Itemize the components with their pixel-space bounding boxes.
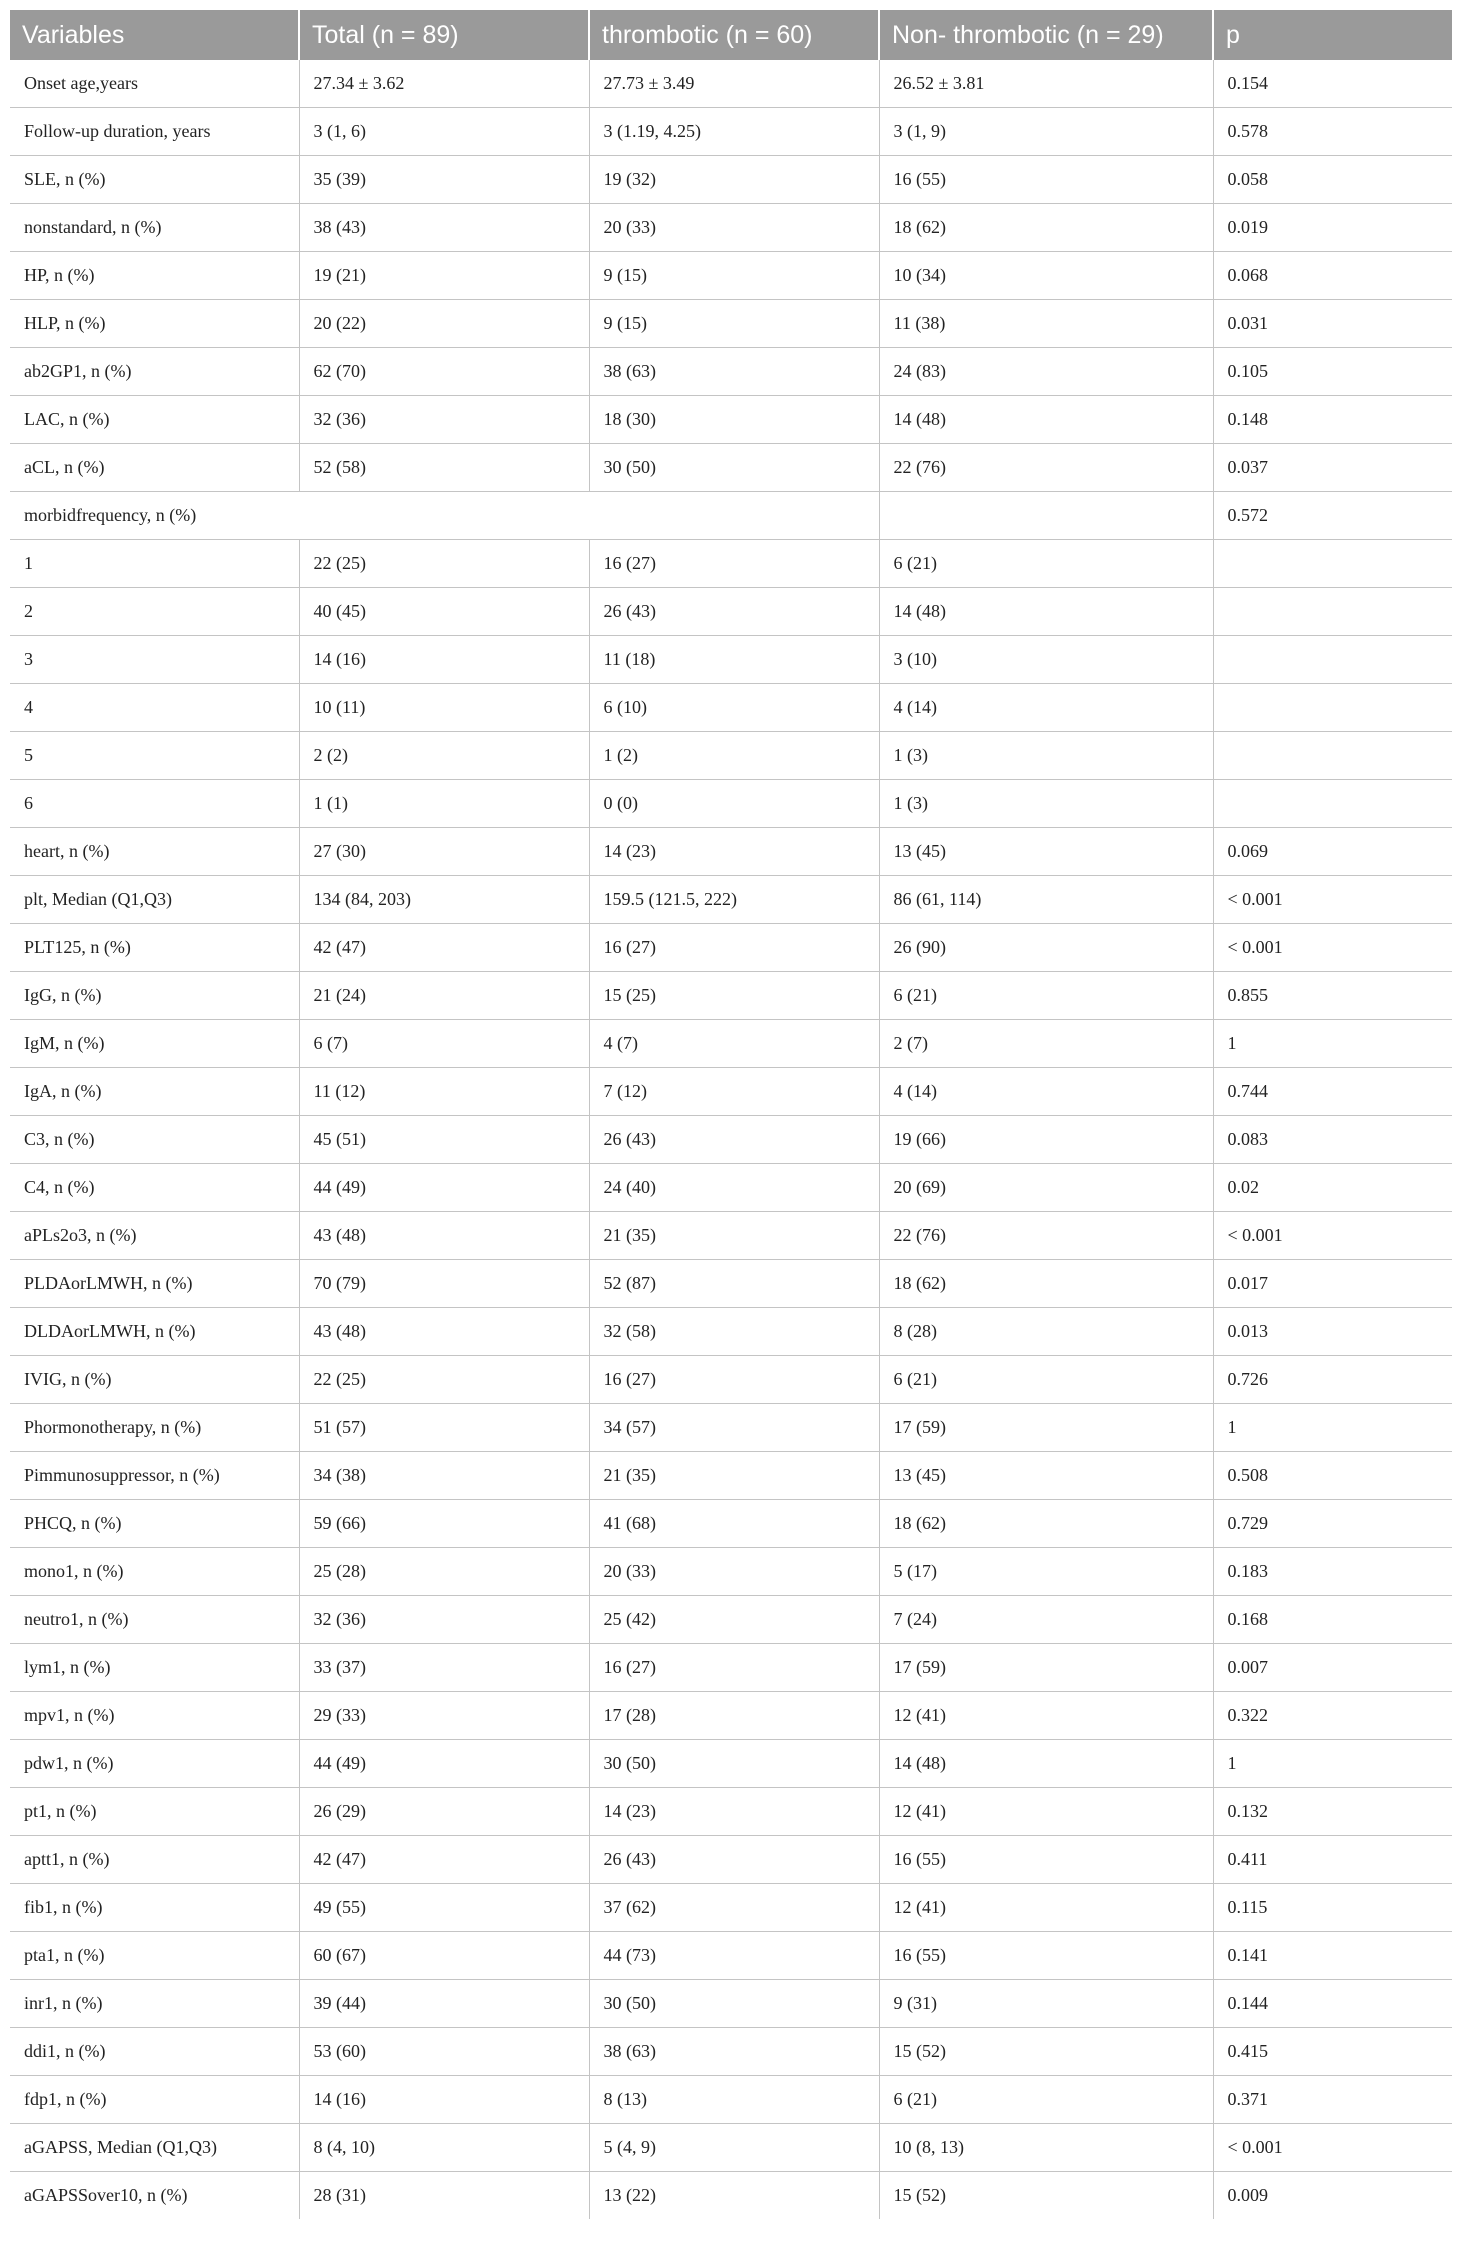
cell-total: 2 (2) — [299, 732, 589, 780]
cell-variable: 4 — [10, 684, 299, 732]
cell-total: 25 (28) — [299, 1548, 589, 1596]
table-row — [10, 1068, 1452, 1116]
cell-non-thrombotic: 86 (61, 114) — [879, 876, 1213, 924]
table-row — [10, 1404, 1452, 1452]
cell-p-value — [1213, 684, 1452, 732]
table-row — [10, 1884, 1452, 1932]
cell-non-thrombotic: 1 (3) — [879, 732, 1213, 780]
cell-thrombotic: 44 (73) — [589, 1932, 879, 1980]
cell-p-value: 0.013 — [1213, 1308, 1452, 1356]
cell-non-thrombotic: 9 (31) — [879, 1980, 1213, 2028]
cell-non-thrombotic: 26 (90) — [879, 924, 1213, 972]
cell-non-thrombotic: 24 (83) — [879, 348, 1213, 396]
cell-non-thrombotic: 18 (62) — [879, 1260, 1213, 1308]
cell-variable: Follow-up duration, years — [10, 108, 299, 156]
cell-non-thrombotic: 10 (34) — [879, 252, 1213, 300]
data-table — [10, 10, 1452, 2219]
cell-total: 42 (47) — [299, 1836, 589, 1884]
cell-non-thrombotic: 15 (52) — [879, 2172, 1213, 2220]
cell-variable: 2 — [10, 588, 299, 636]
table-row — [10, 1740, 1452, 1788]
cell-total: 35 (39) — [299, 156, 589, 204]
cell-variable: IgA, n (%) — [10, 1068, 299, 1116]
column-header-total: Total (n = 89) — [299, 10, 589, 60]
cell-variable: SLE, n (%) — [10, 156, 299, 204]
cell-non-thrombotic: 12 (41) — [879, 1692, 1213, 1740]
cell-total: 42 (47) — [299, 924, 589, 972]
cell-p-value: 0.154 — [1213, 60, 1452, 108]
cell-non-thrombotic: 6 (21) — [879, 2076, 1213, 2124]
cell-thrombotic: 159.5 (121.5, 222) — [589, 876, 879, 924]
cell-non-thrombotic: 6 (21) — [879, 1356, 1213, 1404]
cell-variable: nonstandard, n (%) — [10, 204, 299, 252]
cell-variable: IgM, n (%) — [10, 1020, 299, 1068]
cell-total: 34 (38) — [299, 1452, 589, 1500]
cell-thrombotic: 15 (25) — [589, 972, 879, 1020]
table-row — [10, 2124, 1452, 2172]
cell-p-value — [1213, 540, 1452, 588]
cell-total: 22 (25) — [299, 1356, 589, 1404]
cell-p-value: 0.083 — [1213, 1116, 1452, 1164]
cell-p-value: 1 — [1213, 1740, 1452, 1788]
cell-variable: heart, n (%) — [10, 828, 299, 876]
table-body — [10, 60, 1452, 2219]
cell-thrombotic: 27.73 ± 3.49 — [589, 60, 879, 108]
table-row — [10, 588, 1452, 636]
cell-total: 44 (49) — [299, 1164, 589, 1212]
cell-thrombotic: 9 (15) — [589, 252, 879, 300]
table-row — [10, 396, 1452, 444]
cell-non-thrombotic: 13 (45) — [879, 1452, 1213, 1500]
cell-thrombotic: 25 (42) — [589, 1596, 879, 1644]
cell-non-thrombotic: 13 (45) — [879, 828, 1213, 876]
table-header — [10, 10, 1452, 60]
cell-p-value: 0.037 — [1213, 444, 1452, 492]
cell-p-value: 0.371 — [1213, 2076, 1452, 2124]
cell-variable: LAC, n (%) — [10, 396, 299, 444]
cell-variable: pdw1, n (%) — [10, 1740, 299, 1788]
cell-non-thrombotic: 26.52 ± 3.81 — [879, 60, 1213, 108]
cell-total: 49 (55) — [299, 1884, 589, 1932]
cell-non-thrombotic: 20 (69) — [879, 1164, 1213, 1212]
cell-total: 33 (37) — [299, 1644, 589, 1692]
cell-thrombotic: 16 (27) — [589, 1356, 879, 1404]
cell-thrombotic: 30 (50) — [589, 444, 879, 492]
cell-thrombotic: 21 (35) — [589, 1212, 879, 1260]
cell-total: 59 (66) — [299, 1500, 589, 1548]
cell-p-value: 0.411 — [1213, 1836, 1452, 1884]
table-row — [10, 1500, 1452, 1548]
cell-p-value: 0.02 — [1213, 1164, 1452, 1212]
cell-thrombotic: 26 (43) — [589, 1836, 879, 1884]
cell-thrombotic: 8 (13) — [589, 2076, 879, 2124]
cell-thrombotic: 41 (68) — [589, 1500, 879, 1548]
cell-thrombotic: 19 (32) — [589, 156, 879, 204]
cell-p-value: 0.058 — [1213, 156, 1452, 204]
cell-thrombotic: 0 (0) — [589, 780, 879, 828]
table-row — [10, 972, 1452, 1020]
cell-non-thrombotic: 2 (7) — [879, 1020, 1213, 1068]
cell-p-value — [1213, 588, 1452, 636]
cell-thrombotic: 14 (23) — [589, 1788, 879, 1836]
cell-non-thrombotic: 22 (76) — [879, 1212, 1213, 1260]
cell-variable: aptt1, n (%) — [10, 1836, 299, 1884]
cell-total: 14 (16) — [299, 2076, 589, 2124]
cell-p-value: 0.508 — [1213, 1452, 1452, 1500]
cell-total: 20 (22) — [299, 300, 589, 348]
cell-p-value: 0.009 — [1227, 2185, 1268, 2205]
cell-non-thrombotic: 3 (1, 9) — [879, 108, 1213, 156]
cell-thrombotic: 30 (50) — [589, 1980, 879, 2028]
cell-non-thrombotic: 14 (48) — [879, 1740, 1213, 1788]
cell-total: 27 (30) — [299, 828, 589, 876]
cell-thrombotic: 26 (43) — [589, 1116, 879, 1164]
table-row — [10, 1164, 1452, 1212]
cell-p-value: 0.572 — [1213, 492, 1452, 540]
cell-total: 11 (12) — [299, 1068, 589, 1116]
cell-p-value: 0.322 — [1213, 1692, 1452, 1740]
cell-non-thrombotic: 5 (17) — [879, 1548, 1213, 1596]
cell-variable: fdp1, n (%) — [10, 2076, 299, 2124]
cell-total: 39 (44) — [299, 1980, 589, 2028]
cell-total: 32 (36) — [299, 396, 589, 444]
column-header-variables: Variables — [10, 10, 299, 60]
cell-variable: aCL, n (%) — [10, 444, 299, 492]
cell-thrombotic: 7 (12) — [589, 1068, 879, 1116]
table-row — [10, 2172, 1452, 2220]
cell-variable: PHCQ, n (%) — [10, 1500, 299, 1548]
cell-total: 44 (49) — [299, 1740, 589, 1788]
table-row — [10, 1596, 1452, 1644]
cell-p-value: 0.729 — [1213, 1500, 1452, 1548]
cell-variable: IVIG, n (%) — [10, 1356, 299, 1404]
table-row — [10, 780, 1452, 828]
cell-variable: aGAPSS, Median (Q1,Q3) — [10, 2124, 299, 2172]
column-header-thrombotic: thrombotic (n = 60) — [589, 10, 879, 60]
cell-variable: HP, n (%) — [10, 252, 299, 300]
cell-non-thrombotic: 8 (28) — [879, 1308, 1213, 1356]
cell-variable: 1 — [10, 540, 299, 588]
table-row — [10, 156, 1452, 204]
table-row — [10, 828, 1452, 876]
table-row — [10, 1212, 1452, 1260]
table-row — [10, 2028, 1452, 2076]
cell-thrombotic: 30 (50) — [589, 1740, 879, 1788]
cell-variable: ab2GP1, n (%) — [10, 348, 299, 396]
table-row — [10, 60, 1452, 108]
cell-non-thrombotic: 4 (14) — [879, 684, 1213, 732]
cell-total: 40 (45) — [299, 588, 589, 636]
cell-thrombotic: 21 (35) — [589, 1452, 879, 1500]
cell-p-value: 0.019 — [1213, 204, 1452, 252]
cell-non-thrombotic: 18 (62) — [879, 204, 1213, 252]
cell-non-thrombotic: 17 (59) — [879, 1644, 1213, 1692]
cell-thrombotic: 34 (57) — [589, 1404, 879, 1452]
cell-p-value: 0.132 — [1213, 1788, 1452, 1836]
cell-p-value: 0.068 — [1213, 252, 1452, 300]
cell-non-thrombotic: 12 (41) — [879, 1884, 1213, 1932]
cell-p-value: 0.148 — [1213, 396, 1452, 444]
cell-variable: PLDAorLMWH, n (%) — [10, 1260, 299, 1308]
cell-total: 6 (7) — [299, 1020, 589, 1068]
cell-p-value: 1 — [1213, 1020, 1452, 1068]
table-row — [10, 1692, 1452, 1740]
cell-thrombotic: 16 (27) — [589, 540, 879, 588]
cell-thrombotic: 38 (63) — [589, 2028, 879, 2076]
cell-thrombotic: 20 (33) — [589, 1548, 879, 1596]
cell-thrombotic: 13 (22) — [589, 2172, 879, 2220]
table-row — [10, 1932, 1452, 1980]
cell-thrombotic: 1 (2) — [589, 732, 879, 780]
cell-variable: IgG, n (%) — [10, 972, 299, 1020]
cell-variable: lym1, n (%) — [10, 1644, 299, 1692]
cell-p-value: 0.168 — [1213, 1596, 1452, 1644]
cell-non-thrombotic: 7 (24) — [879, 1596, 1213, 1644]
cell-p-value: < 0.001 — [1213, 2124, 1452, 2172]
cell-total: 29 (33) — [299, 1692, 589, 1740]
cell-variable: aGAPSSover10, n (%) — [10, 2172, 299, 2220]
cell-thrombotic: 4 (7) — [589, 1020, 879, 1068]
cell-non-thrombotic: 3 (10) — [879, 636, 1213, 684]
cell-non-thrombotic: 14 (48) — [879, 588, 1213, 636]
cell-total: 27.34 ± 3.62 — [299, 60, 589, 108]
cell-p-value: 0.744 — [1213, 1068, 1452, 1116]
table-row — [10, 1356, 1452, 1404]
cell-variable: C3, n (%) — [10, 1116, 299, 1164]
cell-total: 43 (48) — [299, 1308, 589, 1356]
cell-thrombotic: 26 (43) — [589, 588, 879, 636]
cell-thrombotic: 17 (28) — [589, 1692, 879, 1740]
cell-non-thrombotic: 22 (76) — [879, 444, 1213, 492]
cell-non-thrombotic: 18 (62) — [879, 1500, 1213, 1548]
cell-non-thrombotic: 16 (55) — [879, 1932, 1213, 1980]
cell-p-value: 0.105 — [1213, 348, 1452, 396]
cell-variable: Phormonotherapy, n (%) — [10, 1404, 299, 1452]
cell-p-value: 0.183 — [1213, 1548, 1452, 1596]
cell-non-thrombotic: 4 (14) — [879, 1068, 1213, 1116]
table-row — [10, 348, 1452, 396]
cell-total: 53 (60) — [299, 2028, 589, 2076]
cell-total: 52 (58) — [299, 444, 589, 492]
cell-variable: PLT125, n (%) — [10, 924, 299, 972]
cell-p-value: < 0.001 — [1213, 876, 1452, 924]
cell-p-value: 0.115 — [1213, 1884, 1452, 1932]
cell-total: 51 (57) — [299, 1404, 589, 1452]
cell-thrombotic: 37 (62) — [589, 1884, 879, 1932]
cell-p-value: 0.578 — [1213, 108, 1452, 156]
cell-variable: HLP, n (%) — [10, 300, 299, 348]
cell-total: 26 (29) — [299, 1788, 589, 1836]
cell-variable: Pimmunosuppressor, n (%) — [10, 1452, 299, 1500]
cell-p-value: < 0.001 — [1213, 924, 1452, 972]
table-row — [10, 492, 1452, 540]
cell-thrombotic: 6 (10) — [589, 684, 879, 732]
cell-variable: fib1, n (%) — [10, 1884, 299, 1932]
cell-total: 70 (79) — [299, 1260, 589, 1308]
cell-thrombotic: 3 (1.19, 4.25) — [589, 108, 879, 156]
table-row — [10, 636, 1452, 684]
cell-non-thrombotic: 17 (59) — [879, 1404, 1213, 1452]
cell-variable: pt1, n (%) — [10, 1788, 299, 1836]
cell-total: 19 (21) — [299, 252, 589, 300]
table-row — [10, 1116, 1452, 1164]
cell-variable: 3 — [10, 636, 299, 684]
table-row — [10, 1548, 1452, 1596]
table-row — [10, 444, 1452, 492]
cell-variable: mono1, n (%) — [10, 1548, 299, 1596]
cell-variable: inr1, n (%) — [10, 1980, 299, 2028]
cell-total: 10 (11) — [299, 684, 589, 732]
table-row — [10, 924, 1452, 972]
cell-p-value: < 0.001 — [1213, 1212, 1452, 1260]
table-row — [10, 1308, 1452, 1356]
cell-non-thrombotic: 10 (8, 13) — [879, 2124, 1213, 2172]
table-row — [10, 732, 1452, 780]
cell-variable: plt, Median (Q1,Q3) — [10, 876, 299, 924]
cell-p-value: 0.141 — [1213, 1932, 1452, 1980]
cell-non-thrombotic: 16 (55) — [879, 1836, 1213, 1884]
table-row — [10, 2076, 1452, 2124]
cell-total: 32 (36) — [299, 1596, 589, 1644]
cell-p-value: 0.017 — [1213, 1260, 1452, 1308]
cell-total: 21 (24) — [299, 972, 589, 1020]
cell-total: 14 (16) — [299, 636, 589, 684]
cell-total: 134 (84, 203) — [299, 876, 589, 924]
cell-total: 1 (1) — [299, 780, 589, 828]
cell-total: 28 (31) — [299, 2172, 589, 2220]
header-row — [10, 10, 1452, 60]
cell-non-thrombotic: 19 (66) — [879, 1116, 1213, 1164]
cell-p-value: 0.726 — [1213, 1356, 1452, 1404]
cell-variable: 6 — [10, 780, 299, 828]
cell-non-thrombotic: 12 (41) — [879, 1788, 1213, 1836]
table-row — [10, 1020, 1452, 1068]
cell-variable: ddi1, n (%) — [10, 2028, 299, 2076]
cell-thrombotic: 9 (15) — [589, 300, 879, 348]
cell-thrombotic: 14 (23) — [589, 828, 879, 876]
cell-p-value — [1213, 636, 1452, 684]
cell-total: 38 (43) — [299, 204, 589, 252]
cell-thrombotic: 16 (27) — [589, 924, 879, 972]
table-container — [10, 10, 1452, 2219]
cell-total: 43 (48) — [299, 1212, 589, 1260]
cell-p-value: 0.031 — [1213, 300, 1452, 348]
table-row — [10, 1836, 1452, 1884]
cell-thrombotic: 38 (63) — [589, 348, 879, 396]
cell-thrombotic: 5 (4, 9) — [589, 2124, 879, 2172]
table-row — [10, 876, 1452, 924]
cell-non-thrombotic: 6 (21) — [879, 972, 1213, 1020]
cell-variable: mpv1, n (%) — [10, 1692, 299, 1740]
cell-variable: Onset age,years — [10, 60, 299, 108]
cell-p-value — [1213, 732, 1452, 780]
cell-thrombotic: 20 (33) — [589, 204, 879, 252]
cell-non-thrombotic — [879, 492, 1213, 540]
table-row — [10, 1260, 1452, 1308]
column-header-non-thrombotic: Non- thrombotic (n = 29) — [879, 10, 1213, 60]
table-row — [10, 1788, 1452, 1836]
cell-total: 45 (51) — [299, 1116, 589, 1164]
cell-variable: DLDAorLMWH, n (%) — [10, 1308, 299, 1356]
table-row — [10, 1452, 1452, 1500]
cell-total: 60 (67) — [299, 1932, 589, 1980]
table-row — [10, 300, 1452, 348]
cell-p-value: 0.069 — [1213, 828, 1452, 876]
cell-total: 8 (4, 10) — [299, 2124, 589, 2172]
cell-thrombotic: 18 (30) — [589, 396, 879, 444]
cell-variable: 5 — [10, 732, 299, 780]
table-row — [10, 1644, 1452, 1692]
table-row — [10, 204, 1452, 252]
table-row — [10, 684, 1452, 732]
cell-non-thrombotic: 1 (3) — [879, 780, 1213, 828]
table-row — [10, 252, 1452, 300]
cell-variable: neutro1, n (%) — [10, 1596, 299, 1644]
cell-variable: morbidfrequency, n (%) — [10, 492, 879, 540]
cell-non-thrombotic: 11 (38) — [879, 300, 1213, 348]
cell-thrombotic: 24 (40) — [589, 1164, 879, 1212]
cell-non-thrombotic: 6 (21) — [879, 540, 1213, 588]
cell-p-value: 0.415 — [1213, 2028, 1452, 2076]
cell-p-value: 1 — [1213, 1404, 1452, 1452]
cell-thrombotic: 52 (87) — [589, 1260, 879, 1308]
cell-total: 62 (70) — [299, 348, 589, 396]
cell-non-thrombotic: 14 (48) — [879, 396, 1213, 444]
cell-p-value: 0.855 — [1213, 972, 1452, 1020]
cell-variable: aPLs2o3, n (%) — [10, 1212, 299, 1260]
cell-thrombotic: 11 (18) — [589, 636, 879, 684]
cell-variable: pta1, n (%) — [10, 1932, 299, 1980]
table-row — [10, 1980, 1452, 2028]
cell-p-value: 0.144 — [1213, 1980, 1452, 2028]
table-row — [10, 540, 1452, 588]
cell-thrombotic: 16 (27) — [589, 1644, 879, 1692]
cell-non-thrombotic: 16 (55) — [879, 156, 1213, 204]
column-header-p: p — [1213, 10, 1452, 60]
cell-p-value — [1213, 780, 1452, 828]
cell-total: 3 (1, 6) — [299, 108, 589, 156]
table-row — [10, 108, 1452, 156]
cell-total: 22 (25) — [299, 540, 589, 588]
cell-variable: C4, n (%) — [10, 1164, 299, 1212]
cell-p-value: 0.007 — [1213, 1644, 1452, 1692]
cell-thrombotic: 32 (58) — [589, 1308, 879, 1356]
cell-non-thrombotic: 15 (52) — [879, 2028, 1213, 2076]
